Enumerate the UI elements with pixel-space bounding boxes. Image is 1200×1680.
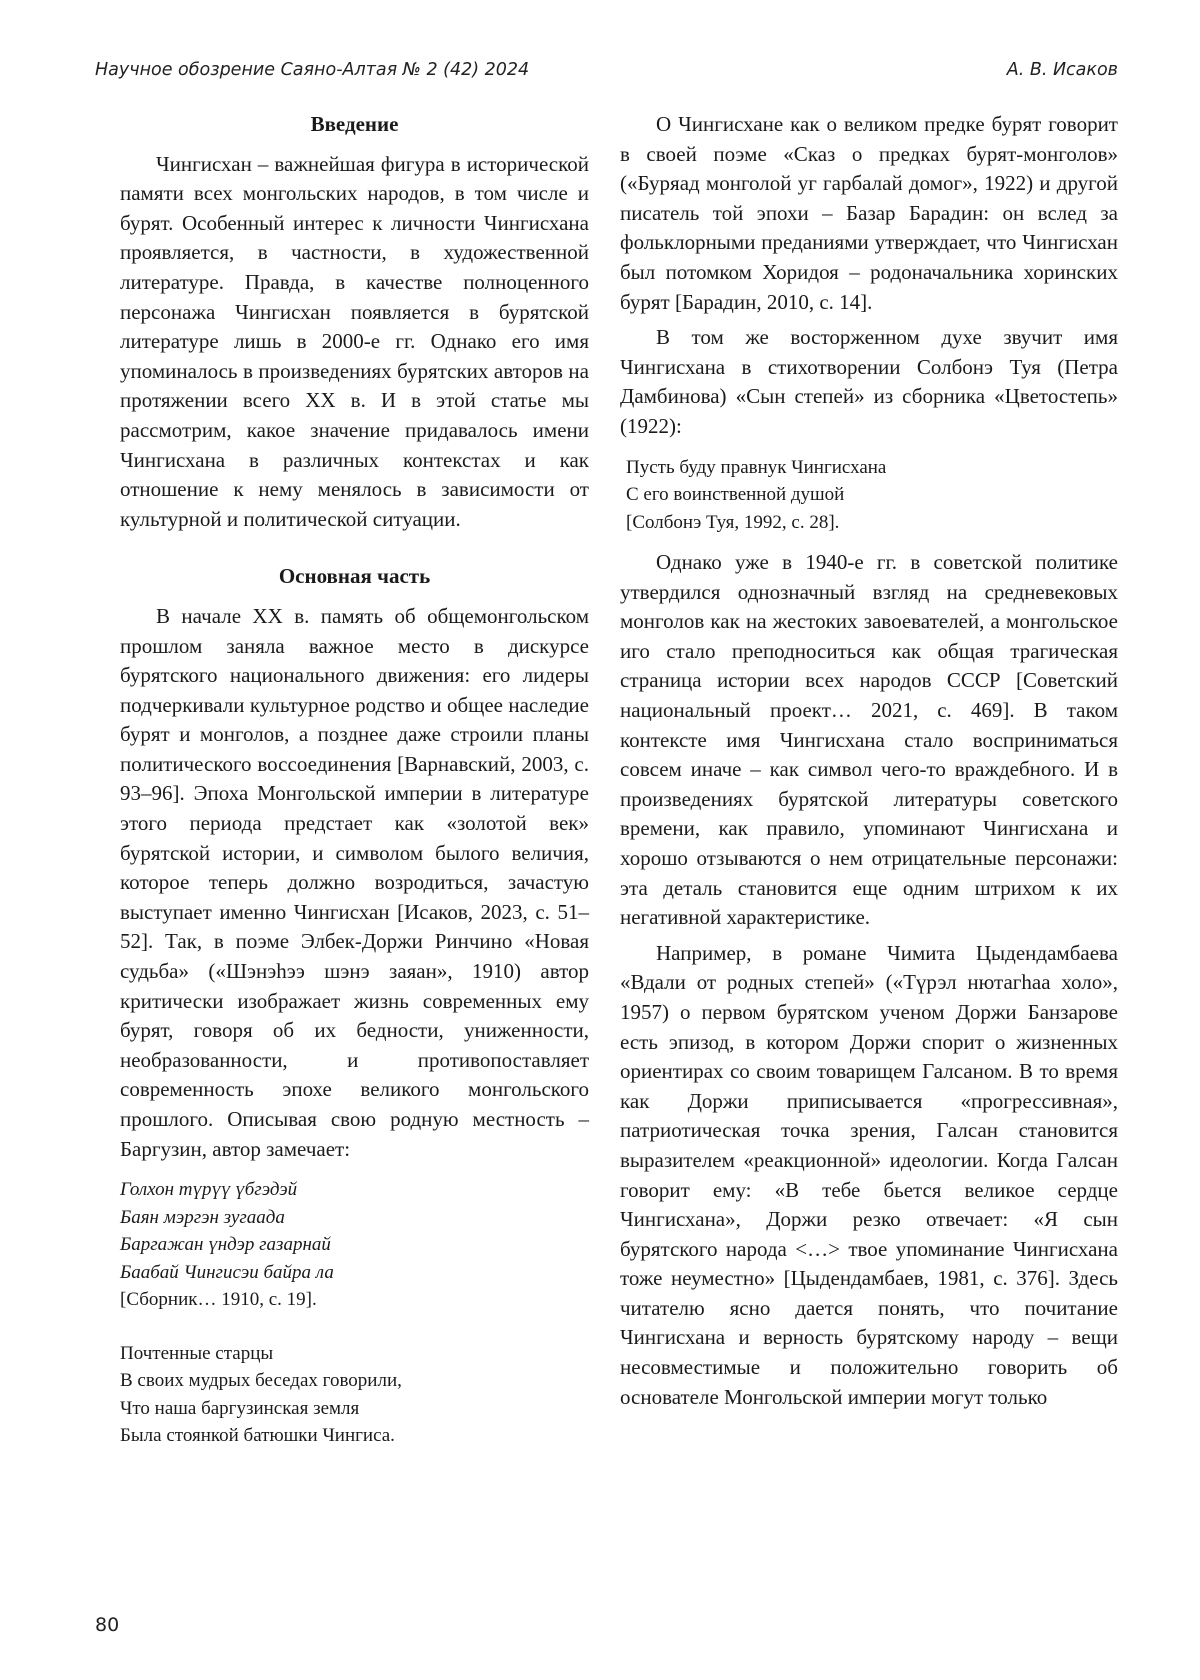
poem-original [120,1176,589,1450]
poem-translation-line: Почтенные старцы [120,1342,274,1364]
poem-citation: [Солбонэ Туя, 1992, с. 28]. [626,511,840,533]
poem-original-line: Голхон түрүү үбгэдэй [120,1179,298,1201]
poem-translation-line: Была стоянкой батюшки Чингиса. [120,1425,395,1447]
paragraph-baradin: О Чингисхане как о великом предке бурят говорит в своей поэме «Сказ о предках бурят-монголов» («Буряад монголой уг гарбалай домог», 1922) и другой писатель той эпохи – Базар Барадин: он вслед за фольклорными преданиями утверждает, что Чингисхан был потомком Хоридоя – родоначальника хоринских бурят [Барадин, 2010, с. 14]. [620,112,1118,314]
running-header [95,60,1118,90]
poem-original-line: Баргажан үндэр газарнай [120,1234,331,1256]
poem-line: С его воинственной душой [626,484,845,506]
main-paragraph: В начале XX в. память об общемонгольском прошлом заняла важное место в дискурсе бурятского национального движения: его лидеры подчеркивали культурное родство и общее наследие бурят и монголов, а позднее даже строили планы политического воссоединения [Варнавский, 2003, с. 93–96]. Эпоха Монгольской империи в литературе этого периода предстает как «золотой век» бурятской истории, и символом былого величия, которое теперь должно возродиться, зачастую выступает именно Чингисхан [Исаков, 2023, с. 51–52]. Так, в поэме Элбек-Доржи Ринчино «Новая судьба» («Шэнэһээ шэнэ заяан», 1910) автор критически изображает жизнь современных ему бурят, говоря об их бедности, униженности, необразованности, и противопоставляет современность эпохе великого монгольского прошлого. Описывая свою родную местность – Баргузин, автор замечает: [120,603,589,1161]
intro-paragraph: Чингисхан – важнейшая фигура в исторической памяти всех монгольских народов, в том числе и бурят. Особенный интерес к личности Чингисхана проявляется, в частности, в художественной литературе. Правда, в качестве полноценного персонажа Чингисхан появляется в бурятской литературе лишь в 2000-е гг. Однако его имя упоминалось в произведениях бурятских авторов на протяжении всего XX в. И в этой статье мы рассмотрим, какое значение придавалось имени Чингисхана в различных контекстах и как отношение к нему менялось в зависимости от культурной и политической ситуации. [120,151,589,531]
poem-son-of-steppes [620,454,1118,537]
poem-original-line: Баян мэргэн зугаада [120,1206,285,1228]
heading-introduction: Введение [310,112,399,136]
right-column [620,110,1118,1418]
poem-original-line: Баабай Чингисэи байра ла [120,1261,334,1283]
poem-translation-line: Что наша баргузинская земля [120,1397,360,1419]
poem-translation-line: В своих мудрых беседах говорили, [120,1370,402,1392]
paragraph-novel-example: Например, в романе Чимита Цыдендамбаева «Вдали от родных степей» («Түрэл нютагһаа холо», 1957) о первом бурятском ученом Доржи Банзарове есть эпизод, в котором Доржи спорит о жизненных ориентирах со своим товарищем Галсаном. В то время как Доржи приписывается «прогрессивная», патриотическая точка зрения, Галсан становится выразителем «реакционной» идеологии. Когда Галсан говорит ему: «В тебе бьется великое сердце Чингисхана», Доржи резко отвечает: «Я сын бурятского народа <…> твое упоминание Чингисхана тоже неуместно» [Цыдендамбаев, 1981, с. 376]. Здесь читателю ясно дается понять, что почитание Чингисхана и верность бурятскому народу – вещи несовместимые и положительно говорить об основателе Монгольской империи могут только [620,940,1118,1409]
left-column [120,110,589,1462]
author-name: А. В. Исаков [1006,60,1118,80]
paragraph-solbone-tuya: В том же восторженном духе звучит имя Чингисхана в стихотворении Солбонэ Туя (Петра Дамбинова) «Сын степей» из сборника «Цветостепь» (1922): [620,325,1118,438]
poem-line: Пусть буду правнук Чингисхана [626,456,887,478]
journal-title: Научное обозрение Саяно-Алтая № 2 (42) 2024 [95,60,530,80]
poem-original-citation: [Сборник… 1910, с. 19]. [120,1289,317,1311]
paragraph-soviet-policy: Однако уже в 1940-е гг. в советской политике утвердился однозначный взгляд на средневековых монголов как на жестоких завоевателей, а монгольское иго стало преподноситься как общая трагическая страница истории всех народов СССР [Советский национальный проект… 2021, с. 469]. В таком контексте имя Чингисхана стало восприниматься совсем иначе – как символ чего-то враждебного. И в произведениях бурятской литературы советского времени, как правило, упоминают Чингисхана и хорошо отзываются о нем отрицательные персонажи: эта деталь становится еще одним штрихом к их негативной характеристике. [620,550,1118,930]
page-number: 80 [95,1614,120,1636]
heading-main-part: Основная часть [278,564,431,589]
